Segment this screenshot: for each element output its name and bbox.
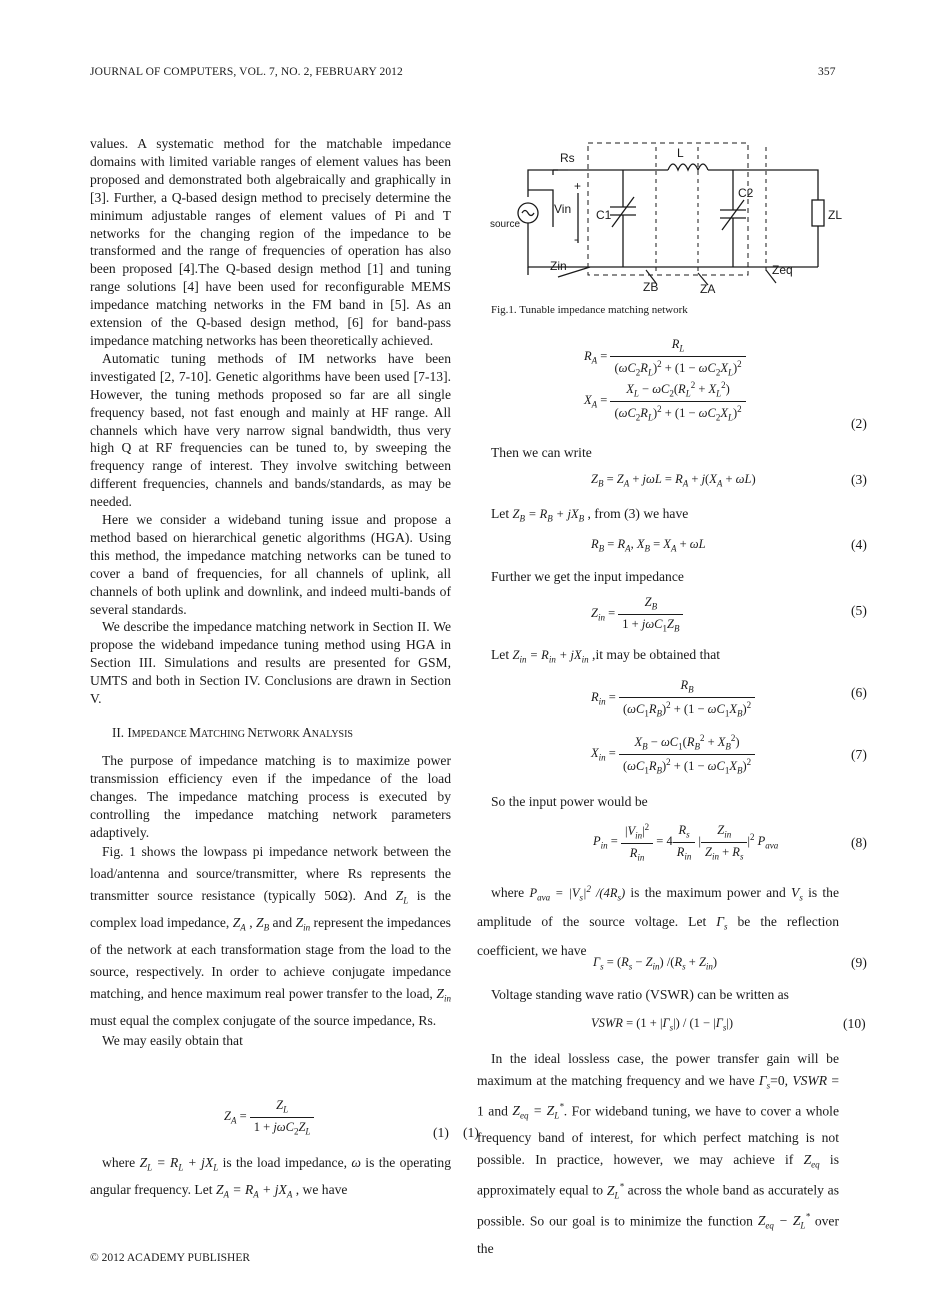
equation-2a: $R_A$ = $\frac{R_L}{(\omega C_2R_L)^2 + (1 - \omega C_2X_L)^2}$ [584,337,746,377]
label-source: source [490,219,521,230]
paragraph-where-zl: where $Z_L = R_L + jX_L$ is the load impedance, ω is the operating angular frequency. Let $Z_A = R_A + jX_A$ , we have [90,1155,451,1200]
paragraph-where-pava: where $P_{ava} = |V_s|^2$ $/(4R_s)$ is the maximum power and $V_s$ is the amplitude of the source voltage. Let $\Gamma_s$ be the reflection coefficient, we have [477,884,839,958]
circuit-diagram [488,135,848,295]
equation-5-number: (5) [851,603,867,618]
label-l: L [677,146,684,160]
label-vin: Vin [554,202,572,216]
equation-7: $X_{in}$ = $\frac{X_B - \omega C_1(R_B^2 + X_B^2)}{(\omega C_1R_B)^2 + (1 - \omega C_1X_B)^2}$ [591,733,755,775]
page-number: 357 [818,66,836,78]
equation-6: $R_{in}$ = $\frac{R_B}{(\omega C_1R_B)^2 + (1 - \omega C_1X_B)^2}$ [591,678,755,718]
equation-7-number: (7) [851,747,867,762]
text-vswr: Voltage standing wave ratio (VSWR) can be written as [491,987,789,1002]
label-zl: ZL [828,208,843,222]
label-zin: Zin [550,259,567,273]
text-let-zb: Let $Z_B = R_B + jX_B$ , from (3) we have [491,506,689,524]
equation-9: $\Gamma_s = (R_s - Z_{in}) /(R_s + Z_{in})$ [593,955,718,972]
equation-10-number: (10) [843,1016,866,1031]
equation-1: $Z_A$ = $\frac{Z_L}{1 + j\omega C_2Z_L}$ [224,1098,314,1136]
equation-8-number: (8) [851,835,867,850]
text-so: So the input power would be [491,794,648,809]
paragraph-purpose: The purpose of impedance matching is to maximize power transmission efficiency even if the impedance of the load changes. The impedance matching process is executed by controlling the impedance matching network parameters adaptively. [90,752,451,840]
paragraph-fig1: Fig. 1 shows the lowpass pi impedance network between the load/antenna and source/transmitter, where Rs represents the transmitter source resistance (typically 50Ω). And $Z_L$ is the complex load impedance, $Z_A$ , $Z_B$ and $Z_{in}$ represent the impedances of the network at each transformation stage from the load to the source, respectively. In order to achieve conjugate impedance matching, and hence maximum real power transfer to the load, $Z_{in}$ must equal the complex conjugate of the source impedance, Rs. [90,844,451,1028]
equation-2b: $X_A$ = $\frac{X_L - \omega C_2(R_L^2 + X_L^2)}{(\omega C_2R_L)^2 + (1 - \omega C_2X_L)^2}$ [584,380,746,422]
label-za: ZA [700,282,716,295]
paragraph-auto-tuning: Automatic tuning methods of IM networks have been investigated [2, 7-10]. Genetic algorithms have been used [7-13]. However, the tuning methods proposed so far are all single frequency based, not fast enough and mainly at HF range. All channels which have very narrow signal bandwidth, thus very high Q at RF frequencies can be tuned to, by sweeping the frequency range of interest. They involve switching between different frequencies, channels and bands/standards, as may be needed. [90,350,451,510]
equation-6-number: (6) [851,685,867,700]
equation-1-number-duplicate: (1) [463,1125,479,1140]
equation-10: VSWR = $(1 + |\Gamma_s|) / (1 - |\Gamma_s|)$ [591,1016,734,1033]
equation-2-number: (2) [851,416,867,431]
figure-caption: Fig.1. Tunable impedance matching network [491,304,688,316]
footer-publisher: © 2012 ACADEMY PUBLISHER [90,1252,251,1264]
equation-5: $Z_{in}$ = $\frac{Z_B}{1 + j\omega C_1Z_B}$ [591,595,683,633]
label-c2: C2 [738,186,754,200]
label-c1: C1 [596,208,612,222]
running-header: JOURNAL OF COMPUTERS, VOL. 7, NO. 2, FEBRUARY 2012 [90,66,403,78]
paragraph-ideal: In the ideal lossless case, the power transfer gain will be maximum at the matching frequency and we have $\Gamma_s=0$, VSWR = 1 and $Z_{eq} = Z_L^*$. For wideband tuning, we have to cover a whole frequency band of interest, for which perfect matching is not possible. In practice, however, we may achieve if $Z_{eq}$ is approximately equal to $Z_L^*$ across the whole band as accurately as possible. So our goal is to minimize the function $Z_{eq} - Z_L^*$ over the [477,1051,839,1256]
paragraph-intro-cont: values. A systematic method for the matchable impedance domains with limited variable ranges of element values has been proposed and demonstrated both algebraically and graphically in [3]. Further, a Q-based design method to precisely determine the minimum adjustable ranges of element values of Pi and T networks for the changing region of the impedance to be transformed and the range of frequencies of operation has also been proposed [4].The Q-based design method [1] and tuning range solutions [4] have been used for reconfigurable MEMS impedance matching networks in the FM band in [5]. As an extension of the Q-based design method, [6] for band-pass impedance matching networks has been theoretically achieved. [90,136,451,348]
equation-4-number: (4) [851,537,867,552]
label-rs: Rs [560,151,575,165]
equation-1-number: (1) [433,1125,449,1140]
paragraph-obtain: We may easily obtain that [102,1032,243,1048]
section-heading: II. IMPEDANCE MATCHING NETWORK ANALYSIS [112,725,353,740]
equation-3: $Z_B = Z_A + j\omega L = R_A + j(X_A + \omega L)$ [591,472,756,489]
text-let-zin: Let $Z_{in} = R_{in} + jX_{in}$ ,it may be obtained that [491,647,721,665]
equation-3-number: (3) [851,472,867,487]
label-zeq: Zeq [772,263,793,277]
label-minus: - [574,232,578,246]
text-then: Then we can write [491,445,592,460]
equation-9-number: (9) [851,955,867,970]
label-plus: + [574,179,582,193]
left-column [90,135,451,1050]
text-further: Further we get the input impedance [491,569,684,584]
equation-8: $P_{in}$ = $\frac{|V_{in}|^2}{R_{in}}$ = 4 $\frac{R_s}{R_{in}}$ | $\frac{Z_{in}}{Z_{in} + R_s}$ $|^2$ $P_{ava}$ [593,822,779,863]
paragraph-outline: We describe the impedance matching network in Section II. We propose the wideband impedance tuning method using HGA in Section III. Simulations and results are presented for GSM, UMTS and both in Section IV. Conclusions are drawn in Section V. [90,619,451,707]
paragraph-wideband: Here we consider a wideband tuning issue and propose a method based on hierarchical genetic algorithms (HGA). Using this method, the impedance matching networks can be tuned to cover a band of frequencies, for all channels of uplink, all channels of both uplink and downlink, and indeed multi-bands of several standards. [90,512,451,617]
equation-4: $R_B = R_A$, $X_B = X_A + \omega L$ [591,537,706,554]
label-zb: ZB [643,280,659,294]
